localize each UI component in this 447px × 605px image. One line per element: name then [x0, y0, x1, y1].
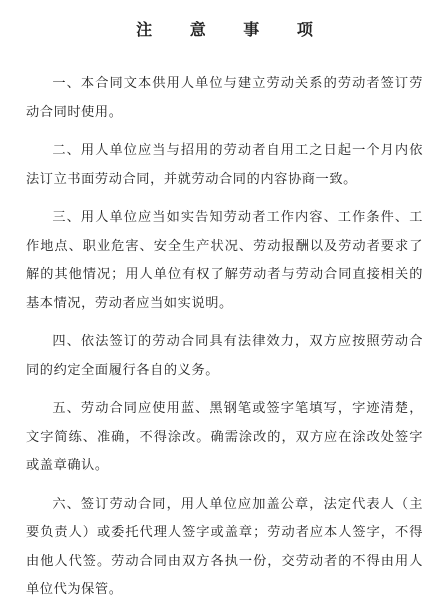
note-item-2: 二、用人单位应当与招用的劳动者自用工之日起一个月内依法订立书面劳动合同，并就劳动合同的内容协商一致。 [26, 143, 423, 187]
note-item-3: 三、用人单位应当如实告知劳动者工作内容、工作条件、工作地点、职业危害、安全生产状况、劳动报酬以及劳动者要求了解的其他情况；用人单位有权了解劳动者与劳动合同直接相关的基本情况，劳动者应当如实说明。 [26, 210, 423, 311]
notes-list [26, 70, 423, 605]
note-item-6: 六、签订劳动合同，用人单位应加盖公章，法定代表人（主要负责人）或委托代理人签字或盖章；劳动者应本人签字，不得由他人代签。劳动合同由双方各执一份，交劳动者的不得由用人单位代为保管。 [26, 496, 423, 597]
page-title: 注 意 事 项 [136, 20, 329, 39]
note-item-4: 四、依法签订的劳动合同具有法律效力，双方应按照劳动合同的约定全面履行各自的义务。 [26, 334, 423, 378]
note-item-5: 五、劳动合同应使用蓝、黑钢笔或签字笔填写，字迹清楚，文字简练、准确，不得涂改。确需涂改的，双方应在涂改处签字或盖章确认。 [26, 401, 423, 473]
note-item-1: 一、本合同文本供用人单位与建立劳动关系的劳动者签订劳动合同时使用。 [26, 76, 423, 120]
